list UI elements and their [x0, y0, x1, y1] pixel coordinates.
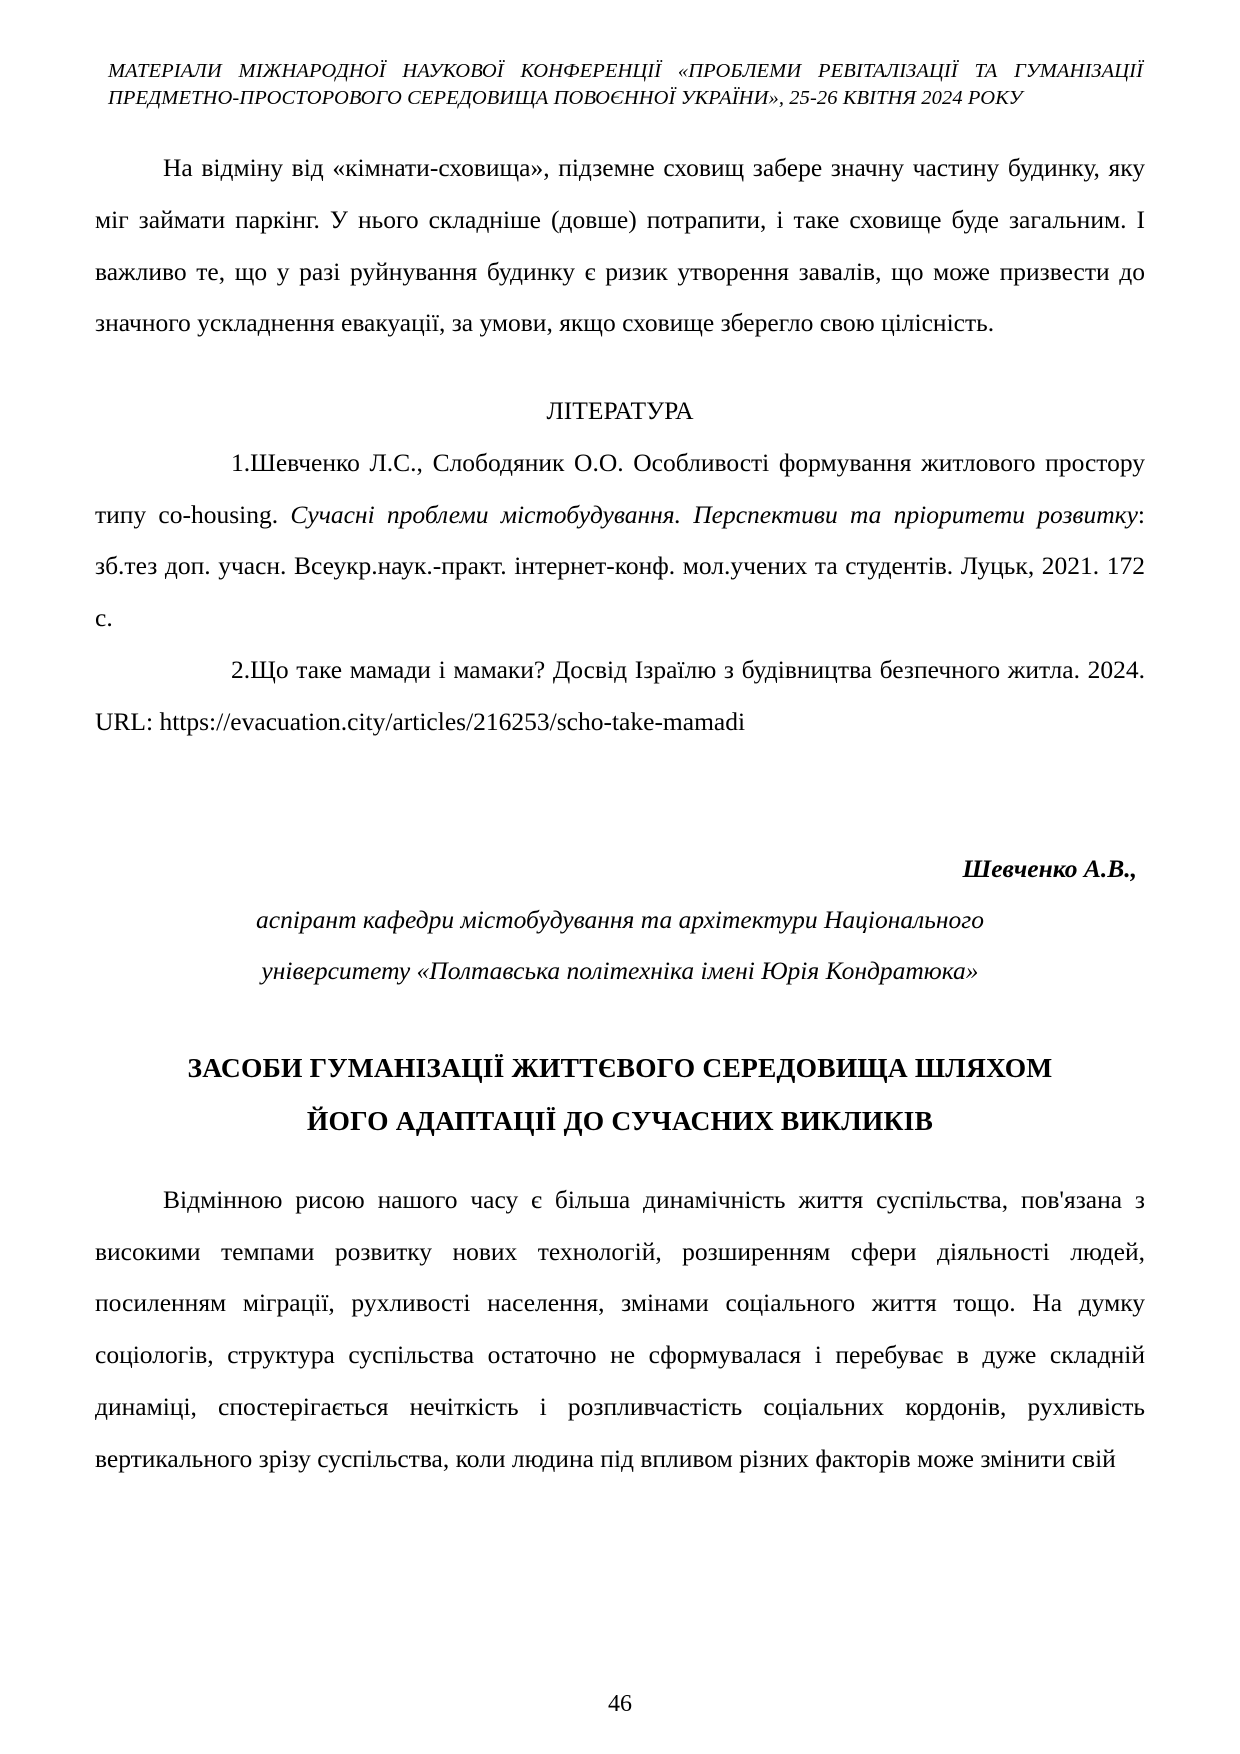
title-gap: [95, 1148, 1145, 1174]
reference-number-1: 1.: [231, 447, 251, 477]
reference-text-1-plain-before: Шевченко Л.С., Слободяник О.О. Особливості формування житлового простору типу co-housing.: [95, 447, 1145, 529]
reference-item-1: [95, 437, 1145, 644]
author-affiliation-line-1: аспірант кафедри містобудування та архітектури Національного: [256, 905, 984, 935]
reference-text-1-plain-after: : зб.тез доп. учасн. Всеукр.наук.-практ. інтернет-конф. мол.учених та студентів. Луцьк, 2021. 172 с.: [95, 499, 1145, 633]
article-title-line-1: ЗАСОБИ ГУМАНІЗАЦІЇ ЖИТТЄВОГО СЕРЕДОВИЩА ШЛЯХОМ: [187, 1052, 1053, 1084]
references-heading: ЛІТЕРАТУРА: [546, 396, 694, 426]
author-affiliation-line-2: університету «Полтавська політехніка імені Юрія Кондратюка»: [261, 956, 979, 986]
header-spacer: [95, 112, 1145, 142]
page-number: 46: [608, 1691, 632, 1717]
article-title-line-2: ЙОГО АДАПТАЦІЇ ДО СУЧАСНИХ ВИКЛИКІВ: [306, 1105, 934, 1137]
body-paragraph-1: На відміну від «кімнати-сховища», підземне сховищ забере значну частину будинку, яку міг займати паркінг. У нього складніше (довше) потрапити, і таке сховище буде загальним. І важливо те, що у разі руйнування будинку є ризик утворення завалів, що може призвести до значного ускладнення евакуації, за умови, якщо сховище зберегло свою цілісність.: [95, 153, 1145, 338]
author-name: Шевченко А.В.,: [962, 854, 1137, 884]
reference-item-2: [95, 644, 1145, 748]
author-block: [95, 747, 1145, 996]
article-paragraph-1: Відмінною рисою нашого часу є більша динамічність життя суспільства, пов'язана з високими темпами розвитку нових технологій, розширенням сфери діяльності людей, посиленням міграції, рухливості населення, змінами соціального життя тощо. На думку соціологів, структура суспільства остаточно не сформувалася і перебуває в дуже складній динаміці, спостерігається нечіткість і розпливчастість соціальних кордонів, рухливість вертикального зрізу суспільства, коли людина під впливом різних факторів може змінити свій: [95, 1184, 1145, 1473]
running-header: МАТЕРІАЛИ МІЖНАРОДНОЇ НАУКОВОЇ КОНФЕРЕНЦІЇ «ПРОБЛЕМИ РЕВІТАЛІЗАЦІЇ ТА ГУМАНІЗАЦІЇ ПРЕДМЕТНО-ПРОСТОРОВОГО СЕРЕДОВИЩА ПОВОЄННОЇ УКРАЇНИ», 25-26 КВІТНЯ 2024 РОКУ: [108, 60, 1149, 110]
reference-number-2: 2.: [231, 654, 251, 684]
reference-text-1-italic: Сучасні проблеми містобудування. Перспективи та пріоритети розвитку: [290, 499, 1138, 529]
reference-text-2-plain-before: Що таке мамади і мамаки? Досвід Ізраїлю з будівництва безпечного житла. 2024. URL: https://evacuation.city/articles/216253/scho-take-mamadi: [95, 654, 1145, 736]
